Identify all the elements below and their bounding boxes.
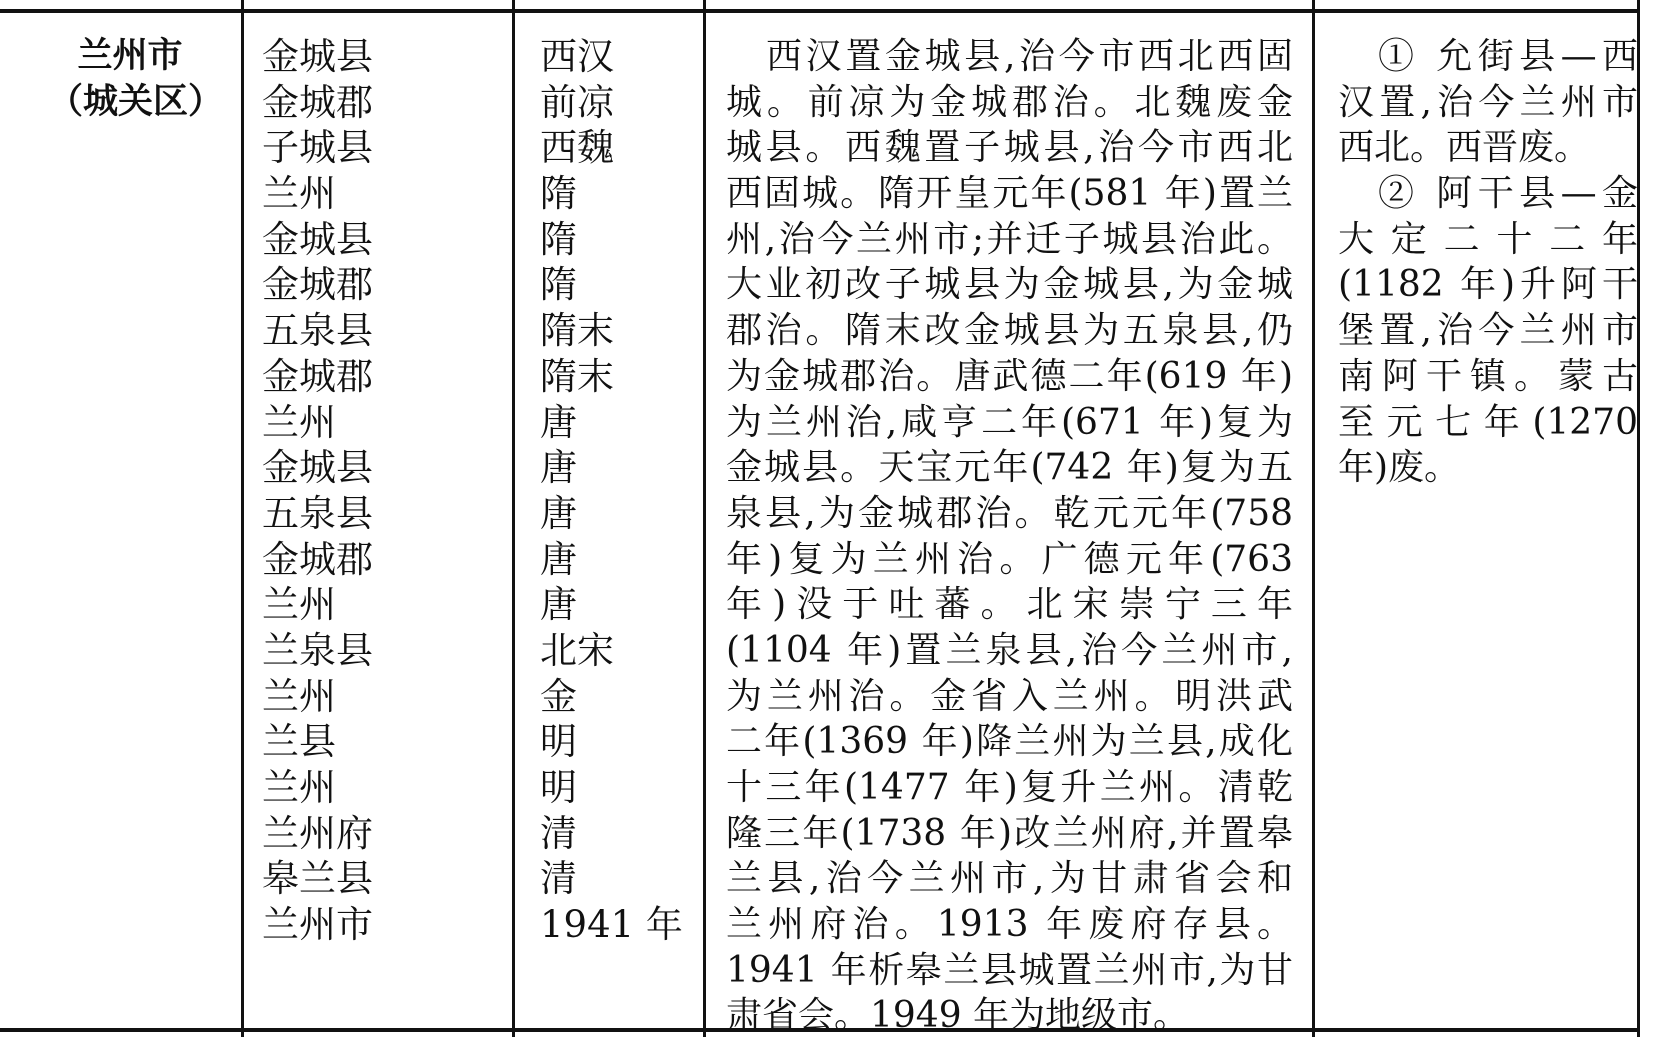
- dynasty: 唐: [540, 400, 577, 444]
- note-line: 堡置,治今兰州市: [1338, 310, 1638, 352]
- evolution-line: 二年(1369 年)降兰州为兰县,成化: [726, 721, 1293, 763]
- table-top-border: [0, 9, 1640, 13]
- historical-name: 兰州: [262, 400, 336, 444]
- note-line: 汉置,治今兰州市: [1338, 81, 1638, 123]
- note-line: 大定二十二年: [1338, 218, 1638, 260]
- historical-name: 金城县: [262, 217, 373, 261]
- note-line: 西北。西晋废。: [1338, 127, 1591, 169]
- dynasty: 唐: [540, 446, 577, 490]
- note-line: 年)废。: [1338, 447, 1461, 489]
- note-line: 南阿干镇。蒙古: [1338, 355, 1638, 397]
- dynasty: 隋末: [540, 354, 614, 398]
- historical-name: 金城县: [262, 446, 373, 490]
- notes-text: [1338, 34, 1638, 491]
- region-name: 兰州市: [77, 36, 183, 76]
- region-cell: [48, 34, 224, 125]
- dynasty: 金: [540, 674, 577, 718]
- dynasty: 唐: [540, 537, 577, 581]
- note-line: (1182 年)升阿干: [1338, 264, 1638, 306]
- note-line: 至元七年(1270: [1338, 401, 1638, 443]
- region-district: （城关区）: [48, 81, 224, 122]
- historical-name: 兰州市: [262, 903, 373, 947]
- dynasty: 北宋: [540, 628, 614, 672]
- evolution-line: 大业初改子城县为金城县,为金城: [726, 264, 1293, 306]
- dynasty: 1941 年: [540, 903, 683, 947]
- evolution-line: (1104 年)置兰泉县,治今兰州市,: [726, 629, 1293, 671]
- evolution-line: 西固城。隋开皇元年(581 年)置兰: [726, 173, 1293, 215]
- historical-name: 金城郡: [262, 80, 373, 124]
- dynasty: 西魏: [540, 126, 614, 170]
- historical-name: 兰州府: [262, 811, 373, 855]
- evolution-line: 西汉置金城县,治今市西北西固: [766, 36, 1293, 77]
- historical-name: 金城县: [262, 35, 373, 78]
- historical-name: 皋兰县: [262, 857, 373, 901]
- evolution-line: 年)复为兰州治。广德元年(763: [726, 538, 1293, 580]
- dynasty: 隋: [540, 172, 577, 216]
- column-divider-1: [241, 0, 244, 1037]
- dynasty: 唐: [540, 491, 577, 535]
- column-divider-4: [1312, 0, 1315, 1037]
- note-line: ② 阿干县—金: [1378, 173, 1638, 215]
- historical-name: 兰县: [262, 720, 336, 764]
- evolution-line: 郡治。隋末改金城县为五泉县,仍: [726, 310, 1293, 352]
- dynasty: 隋: [540, 217, 577, 261]
- evolution-line: 城县。西魏置子城县,治今市西北: [726, 127, 1293, 169]
- evolution-line: 泉县,为金城郡治。乾元元年(758: [726, 492, 1293, 534]
- historical-name: 金城郡: [262, 354, 373, 398]
- evolution-line: 十三年(1477 年)复升兰州。清乾: [726, 767, 1293, 808]
- column-divider-2: [512, 0, 515, 1037]
- evolution-line: 金城县。天宝元年(742 年)复为五: [726, 447, 1293, 489]
- evolution-line: 兰县,治今兰州市,为甘肃省会和: [726, 858, 1293, 900]
- dynasty: 唐: [540, 583, 577, 627]
- evolution-line: 城。前凉为金城郡治。北魏废金: [726, 81, 1293, 123]
- evolution-line: 为金城郡治。唐武德二年(619 年): [726, 355, 1293, 397]
- evolution-line: 1941 年析皋兰县城置兰州市,为甘: [726, 949, 1293, 991]
- evolution-line: 肃省会。1949 年为地级市。: [726, 995, 1190, 1037]
- dynasty: 西汉: [540, 35, 614, 78]
- column-divider-3: [703, 0, 706, 1037]
- dynasty: 前凉: [540, 80, 614, 124]
- historical-name: 金城郡: [262, 537, 373, 581]
- dynasty-list: [540, 34, 690, 948]
- historical-name: 兰州: [262, 674, 336, 718]
- historical-name: 五泉县: [262, 309, 373, 353]
- evolution-text: [726, 34, 1293, 1037]
- dynasty: 明: [540, 766, 577, 809]
- evolution-line: 州,治今兰州市;并迁子城县治此。: [726, 218, 1293, 260]
- historical-name: 兰州: [262, 172, 336, 216]
- historical-name: 兰泉县: [262, 628, 373, 672]
- dynasty: 明: [540, 720, 577, 764]
- evolution-line: 年)没于吐蕃。北宋崇宁三年: [726, 584, 1293, 626]
- note-line: ① 允街县—西: [1378, 36, 1638, 77]
- historical-name: 五泉县: [262, 491, 373, 535]
- evolution-line: 隆三年(1738 年)改兰州府,并置皋: [726, 812, 1293, 854]
- historical-names-list: [262, 34, 512, 948]
- historical-name: 金城郡: [262, 263, 373, 307]
- historical-name: 兰州: [262, 583, 336, 627]
- evolution-line: 为兰州治,咸亨二年(671 年)复为: [726, 401, 1293, 443]
- dynasty: 清: [540, 811, 577, 855]
- historical-name: 兰州: [262, 766, 336, 809]
- historical-name: 子城县: [262, 126, 373, 170]
- dynasty: 隋末: [540, 309, 614, 353]
- dynasty: 清: [540, 857, 577, 901]
- evolution-line: 为兰州治。金省入兰州。明洪武: [726, 675, 1293, 717]
- dynasty: 隋: [540, 263, 577, 307]
- evolution-line: 兰州府治。1913 年废府存县。: [726, 904, 1293, 946]
